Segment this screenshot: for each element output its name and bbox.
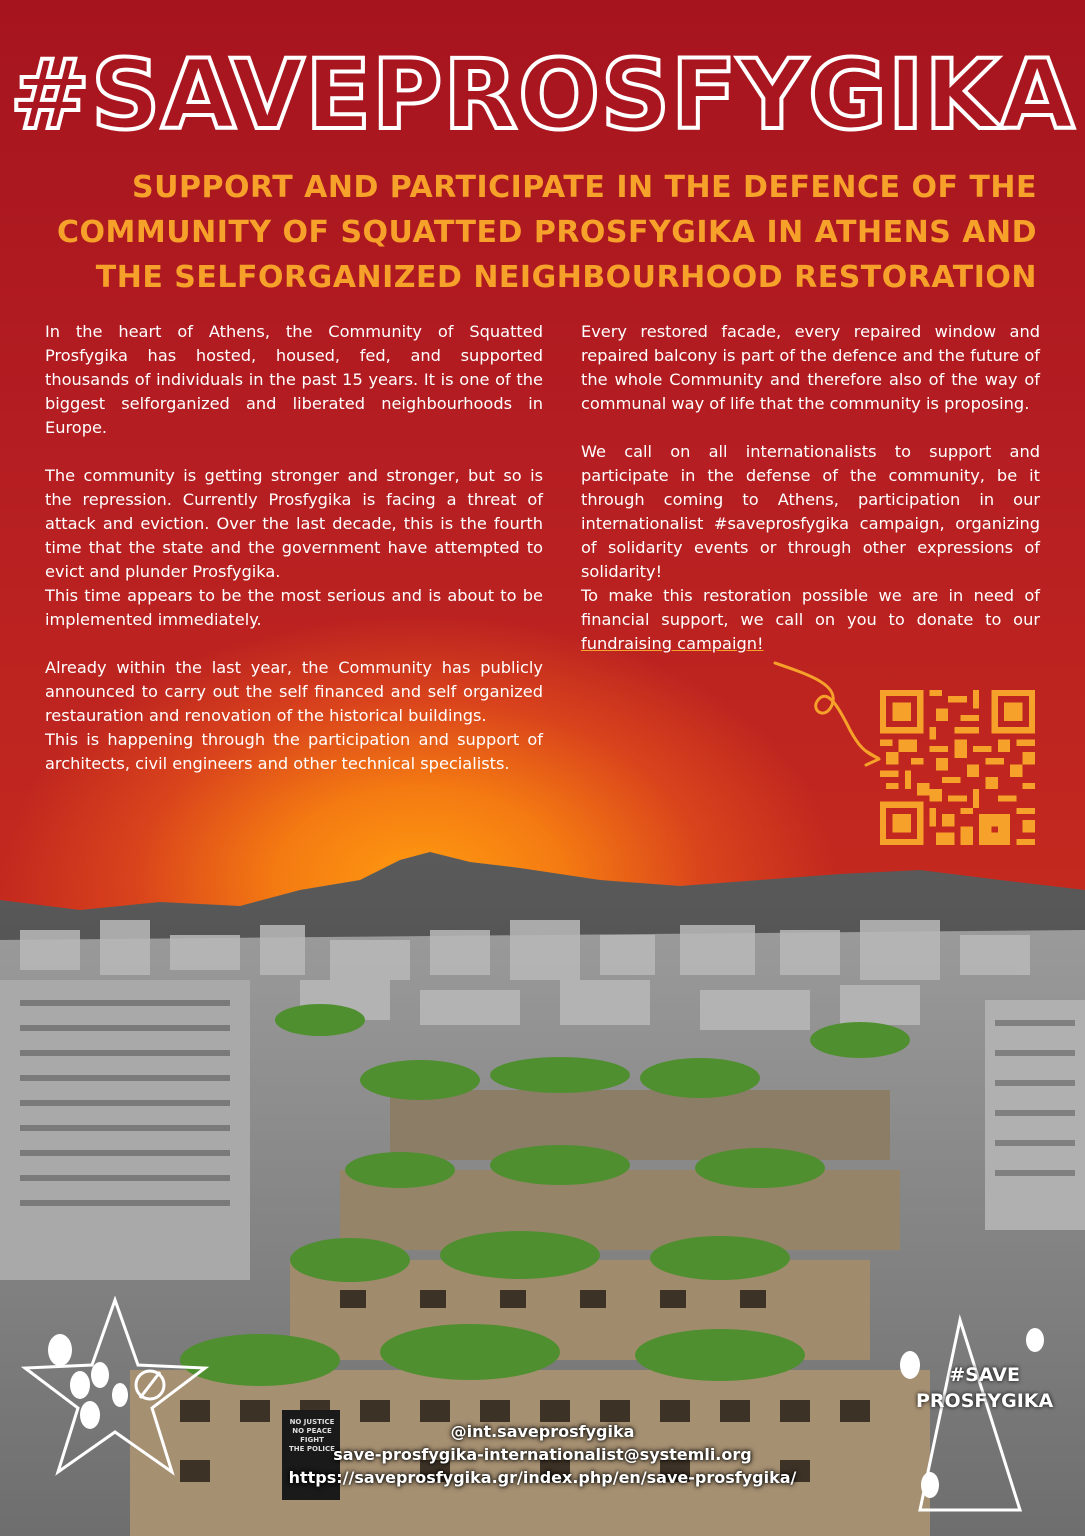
left-paragraph-2b: This time appears to be the most serious and is about to be implemented immediately.	[45, 586, 543, 629]
subtitle-line-2: COMMUNITY OF SQUATTED PROSFYGIKA IN ATHENS AND	[57, 215, 1037, 250]
left-text-column	[45, 320, 543, 800]
curly-arrow-icon	[770, 655, 890, 775]
left-paragraph-3b: This is happening through the participation and support of architects, civil engineers and other technical specialists.	[45, 730, 543, 773]
contact-footer	[0, 1420, 1085, 1489]
contact-email[interactable]: save-prosfygika-internationalist@systemli.org	[333, 1445, 752, 1464]
left-paragraph-2a: The community is getting stronger and stronger, but so is the repression. Currently Prosfygika is facing a threat of attack and eviction. Over the last decade, this is the fourth time that the state and the government have attempted to evict and plunder Prosfygika.	[45, 466, 543, 581]
subtitle-line-3: THE SELFORGANIZED NEIGHBOURHOOD RESTORATION	[95, 260, 1037, 295]
right-paragraph-1: Every restored facade, every repaired window and repaired balcony is part of the defence and the future of the whole Community and therefore also of the way of communal way of life that the community is proposing.	[581, 322, 1040, 413]
left-paragraph-1: In the heart of Athens, the Community of Squatted Prosfygika has hosted, housed, fed, and supported thousands of individuals in the past 15 years. It is one of the biggest selforganized and liberated neighbourhoods in Europe.	[45, 322, 543, 437]
right-text-column	[581, 320, 1040, 680]
right-paragraph-2a: We call on all internationalists to support and participate in the defense of the community, be it through coming to Athens, participation in our internationalist #saveprosfygika campaign, organizing of solidarity events or through other expressions of solidarity!	[581, 442, 1040, 581]
sign-line-3: FIGHT	[300, 1436, 324, 1444]
right-paragraph-2b	[581, 584, 1040, 656]
save-prosfygika-logo-text	[916, 1362, 1053, 1414]
fundraising-link[interactable]: fundraising campaign!	[581, 634, 764, 653]
poster-title: #SAVEPROSFYGIKA	[9, 39, 1076, 151]
instagram-handle[interactable]: @int.saveprosfygika	[450, 1422, 635, 1441]
qr-code-icon[interactable]	[880, 690, 1035, 845]
left-paragraph-3a: Already within the last year, the Community has publicly announced to carry out the self financed and self organized restauration and renovation of the historical buildings.	[45, 658, 543, 725]
sign-line-2: NO PEACE	[292, 1427, 332, 1435]
subtitle-line-1: SUPPORT AND PARTICIPATE IN THE DEFENCE OF THE	[132, 170, 1037, 205]
sign-line-4: THE POLICE	[289, 1445, 335, 1453]
sign-line-1: NO JUSTICE	[289, 1418, 335, 1426]
logo-line-2: PROSFYGIKA	[916, 1390, 1054, 1412]
website-url[interactable]: https://saveprosfygika.gr/index.php/en/save-prosfygika/	[288, 1468, 797, 1487]
poster-subtitle	[37, 165, 1037, 300]
donation-text: To make this restoration possible we are in need of financial support, we call on you to donate to our	[581, 586, 1040, 629]
logo-line-1: #SAVE	[949, 1364, 1020, 1386]
